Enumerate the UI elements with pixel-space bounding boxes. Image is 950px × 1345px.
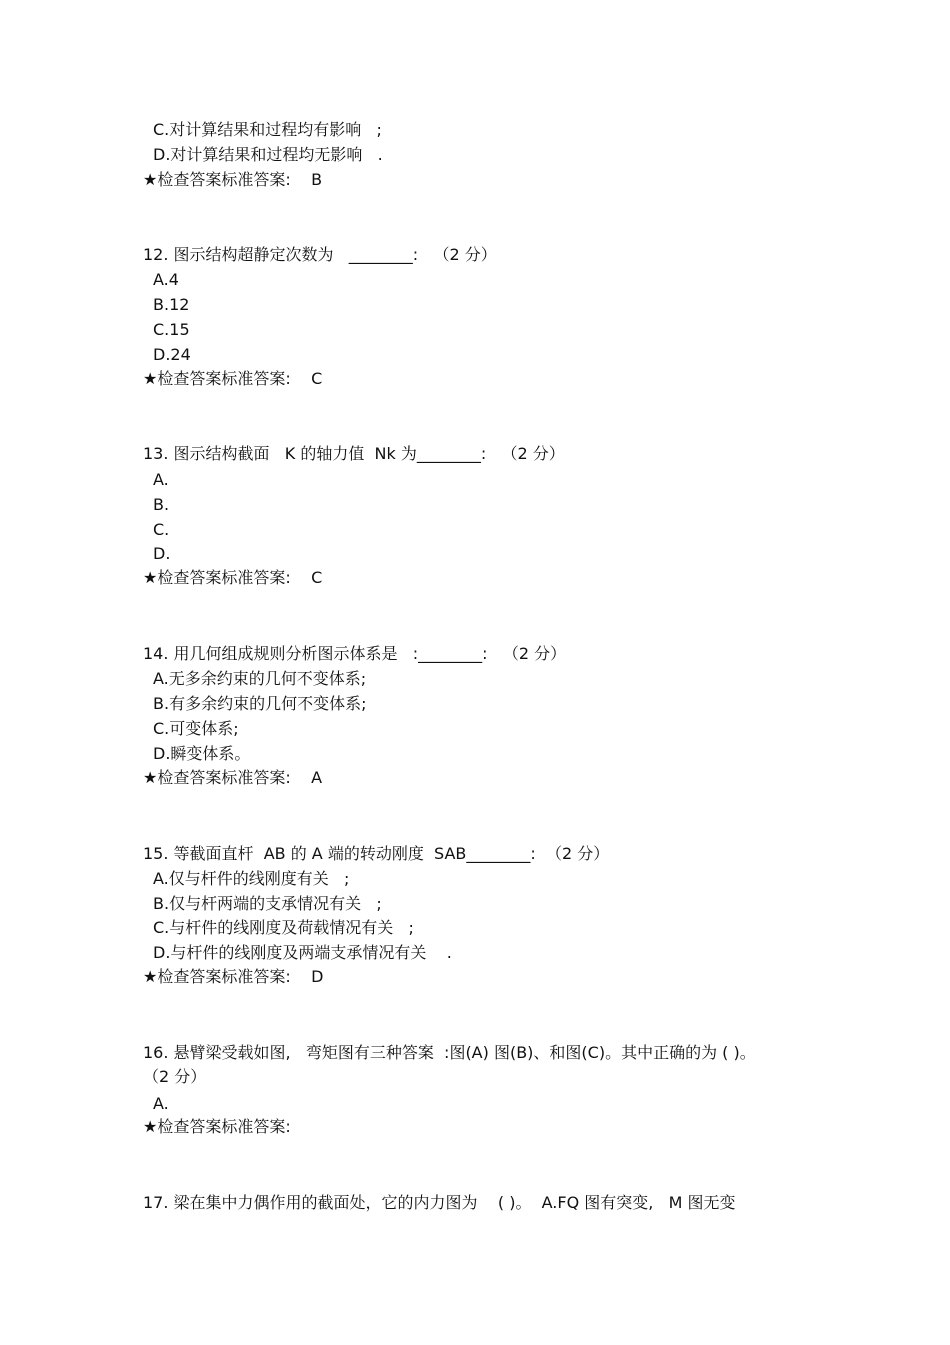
option-c: C.与杆件的线刚度及荷载情况有关 ;: [153, 918, 414, 937]
option-d: D.: [153, 544, 171, 563]
question-16-stem: 16. 悬臂梁受载如图, 弯矩图有三种答案 :图(A) 图(B)、和图(C)。其中正确的为 ( )。: [143, 1043, 756, 1062]
question-12-stem: 12. 图示结构超静定次数为 ________: （2 分）: [143, 245, 497, 264]
answer-line: ★检查答案标准答案: A: [143, 768, 323, 787]
answer-line: ★检查答案标准答案: D: [143, 967, 324, 986]
option-d: D.对计算结果和过程均无影响 .: [153, 145, 383, 164]
option-c: C.对计算结果和过程均有影响 ;: [153, 120, 382, 139]
option-b: B.: [153, 495, 170, 514]
option-b: B.12: [153, 295, 190, 314]
option-d: D.瞬变体系。: [153, 744, 251, 763]
question-17-stem: 17. 梁在集中力偶作用的截面处，它的内力图为 ( )。 A.FQ 图有突变, M 图无变: [143, 1193, 736, 1212]
option-a: A.: [153, 1094, 169, 1113]
option-a: A.: [153, 470, 169, 489]
option-b: B.仅与杆两端的支承情况有关 ;: [153, 894, 382, 913]
option-a: A.无多余约束的几何不变体系;: [153, 669, 367, 688]
question-16-score: （2 分）: [143, 1067, 207, 1086]
answer-line: ★检查答案标准答案: C: [143, 369, 323, 388]
question-15-stem: 15. 等截面直杆 AB 的 A 端的转动刚度 SAB________: （2 分）: [143, 844, 610, 863]
option-c: C.15: [153, 320, 190, 339]
answer-line: ★检查答案标准答案:: [143, 1117, 291, 1136]
option-a: A.仅与杆件的线刚度有关 ;: [153, 869, 350, 888]
answer-line: ★检查答案标准答案: C: [143, 568, 323, 587]
option-d: D.24: [153, 345, 191, 364]
option-c: C.: [153, 520, 170, 539]
option-d: D.与杆件的线刚度及两端支承情况有关 .: [153, 943, 452, 962]
question-14-stem: 14. 用几何组成规则分析图示体系是 :________: （2 分）: [143, 644, 567, 663]
option-a: A.4: [153, 270, 179, 289]
question-13-stem: 13. 图示结构截面 K 的轴力值 Nk 为________: （2 分）: [143, 444, 565, 463]
option-b: B.有多余约束的几何不变体系;: [153, 694, 367, 713]
option-c: C.可变体系;: [153, 719, 239, 738]
answer-line: ★检查答案标准答案: B: [143, 170, 323, 189]
